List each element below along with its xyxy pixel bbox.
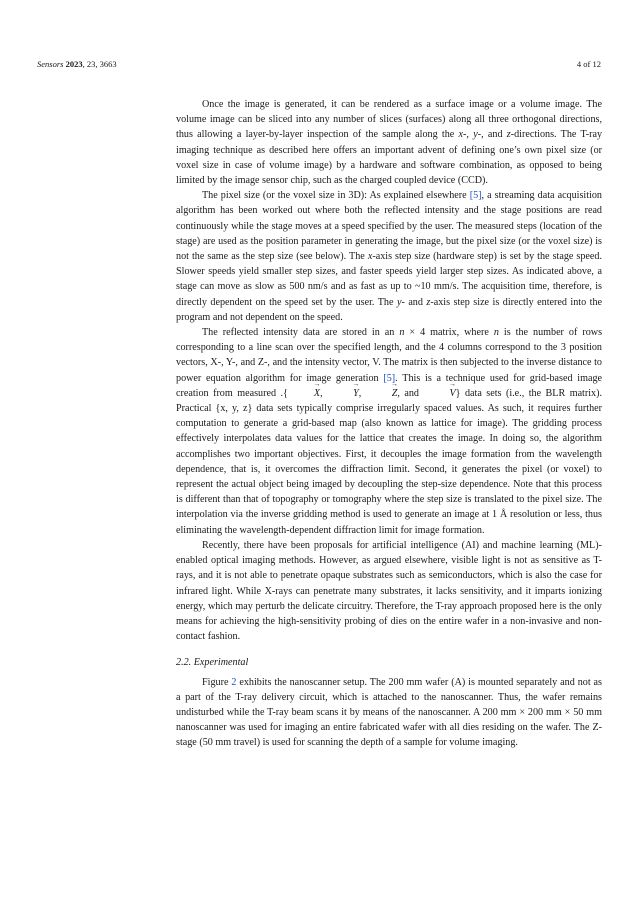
journal-name: Sensors <box>37 59 64 69</box>
text: -, and <box>477 129 503 141</box>
text: - and <box>401 296 423 308</box>
text: × 4 matrix, where <box>409 327 489 339</box>
paragraph-4: Recently, there have been proposals for artificial intelligence (AI) and machine learning (ML)-enabled optical imaging methods. However, as argued elsewhere, visible light is not as sensitive as T-rays, and it is not able to penetrate opaque substrates such as semiconductors, which is also the case for infrared light. While X-rays can penetrate many substrates, it lacks sensitivity, and it imparts ionizing energy, which may perturb the delicate circuitry. Therefore, the T-ray approach proposed here is the only means for achieving the high-sensitivity probing of dies on the entire wafer in a non-invasive and non-contact fashion. <box>176 539 602 643</box>
text: The pixel size (or the voxel size in 3D): As explained elsewhere <box>202 190 467 202</box>
article-body <box>176 97 602 751</box>
vector-v: → V <box>423 386 455 401</box>
text: -axis step size is directly entered into the program and not dependent on the speed. <box>176 296 603 323</box>
math-n: n <box>399 327 405 339</box>
journal-year: 2023 <box>65 59 83 69</box>
citation-link[interactable]: [5] <box>383 372 396 384</box>
paragraph-3 <box>176 325 602 538</box>
volume-issue: , 23, 3663 <box>82 59 117 69</box>
math-y: y <box>396 296 402 308</box>
text: -directions. The T-ray imaging technique as described here offers an important advent of defining one’s own pixel size (or voxel size in case of volume image) by a hardware and software combination, as opposed to being limited by the image sensor chip, such as the charged coupled device (CCD). <box>176 129 603 187</box>
citation-link[interactable]: [5] <box>469 190 482 202</box>
text: is the number of rows corresponding to a line scan over the specified length, and the 4 columns correspond to the 3 position vectors, X-, Y-, and Z-, and the intensity vector, V. The matrix is then subjected to the inverse distance to power equation algorithm for image generation <box>176 327 603 384</box>
math-y: y <box>473 129 478 141</box>
text: -, <box>463 129 469 141</box>
figure-link[interactable]: 2 <box>231 676 237 688</box>
vector-z: → Z <box>366 386 398 401</box>
math-x: x <box>458 129 464 141</box>
text: The reflected intensity data are stored in an <box>202 327 395 339</box>
text: . This is a technique used for grid-based image creation from measured . <box>176 372 603 399</box>
vector-y: → Y <box>327 386 359 401</box>
vector-set-formula: {→ X, → Y, → Z, and → V} <box>283 388 461 399</box>
section-title: 2.2. Experimental <box>176 657 249 669</box>
text: data sets (i.e., the BLR matrix). Practical {x, y, z} data sets typically comprise irregularly spaced values. As such, it requires further computation to generate a grid-based map (also known as lattice for image). The gridding process effectively interpolates data values for the lattice that creates the image. In doing so, the algorithm accomplishes two important objectives. First, it decouples the image formation from the wavelength dependence, that is, it overcomes the diffraction limit. Second, it generates the pixel (or voxel) to represent the actual object being imaged by decoupling the step-size dependence. Note that this process is different than that of topography or tomography where the step size is translated to the pixel size. The interpolation via the inverse gridding method is used to generate an image at 1 Å resolution or less, thus eliminating the wavelength-dependent diffraction limit for image formation. <box>176 387 603 536</box>
paragraph-1 <box>176 97 602 188</box>
vector-x: → X <box>288 386 320 401</box>
text: Once the image is generated, it can be rendered as a surface image or a volume image. The volume image can be sliced into any number of slices (surfaces) along all three orthogonal directions, thus allowing a layer-by-layer inspection of the sample along the <box>176 99 602 141</box>
text: , a streaming data acquisition algorithm has been worked out where both the reflected intensity and the stage positions are read continuously while the stage moves at a speed specified by the user. The measured steps (location of the stage) are used as the position parameter in generating the image, but the pixel size (or the voxel size) is not the same as the step size (see below). The <box>176 190 602 263</box>
math-x: x <box>367 251 373 263</box>
text: and <box>404 387 419 399</box>
journal-citation <box>37 59 117 69</box>
math-z: z <box>426 296 431 308</box>
math-z: z <box>506 129 511 141</box>
text: exhibits the nanoscanner setup. The 200 mm wafer (A) is mounted separately and not as a part of the T-ray delivery circuit, which is attached to the nanoscanner. Thus, the wafer remains undisturbed while the T-ray beam scans it by means of the nanoscanner. A 200 mm × 200 mm × 50 mm nanoscanner was used for imaging an entire fabricated wafer with all dies residing on the wafer. The Z-stage (50 mm travel) is used for scanning the depth of a sample for volume imaging. <box>176 676 602 749</box>
running-header <box>37 59 601 69</box>
page-number: 4 of 12 <box>576 59 601 69</box>
paragraph-2 <box>176 188 602 325</box>
math-n: n <box>493 327 499 339</box>
paragraph-5 <box>176 675 602 751</box>
text: Figure <box>202 676 229 688</box>
text: -axis step size (hardware step) is set by the stage speed. Slower speeds yield smaller step sizes, and faster speeds yield larger step sizes. As indicated above, a stage can move as slow as 500 nm/s and as fast as up to ~10 mm/s. The acquisition time, therefore, is directly dependent on the speed set by the user. The <box>176 251 602 308</box>
